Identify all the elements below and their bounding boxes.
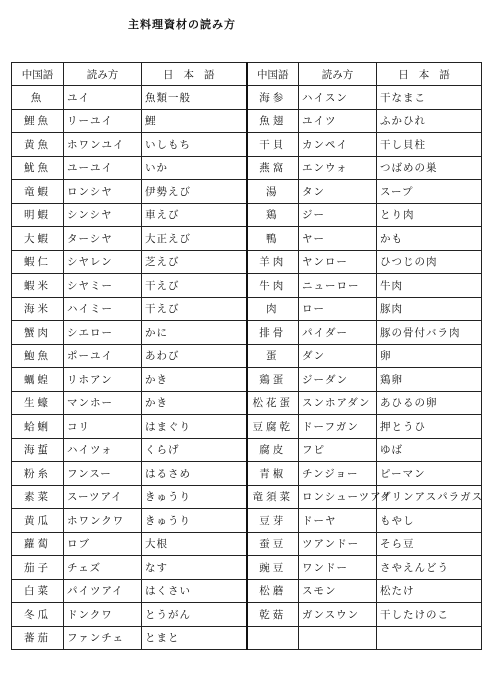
reading-cell: フンスー <box>64 462 142 486</box>
chinese-cell: 松蘑 <box>247 579 299 603</box>
reading-cell: ファンチェ <box>64 626 142 650</box>
table-row <box>12 368 482 392</box>
chinese-cell: 白菜 <box>12 579 64 603</box>
chinese-cell: 海蜇 <box>12 438 64 462</box>
chinese-cell: 青椒 <box>247 462 299 486</box>
table-row <box>12 485 482 509</box>
japanese-cell: 豚肉 <box>377 297 482 321</box>
reading-cell: ユイ <box>64 86 142 110</box>
reading-cell: ジー <box>299 203 377 227</box>
table-row <box>12 438 482 462</box>
table-row <box>12 297 482 321</box>
japanese-cell: とまと <box>142 626 247 650</box>
header-reading: 読み方 <box>64 63 142 86</box>
reading-cell: ヤー <box>299 227 377 251</box>
chinese-cell: 海参 <box>247 86 299 110</box>
japanese-cell: スープ <box>377 180 482 204</box>
table-row <box>12 133 482 157</box>
table-row <box>12 391 482 415</box>
chinese-cell: 蝦仁 <box>12 250 64 274</box>
japanese-cell: 干したけのこ <box>377 603 482 627</box>
japanese-cell: つばめの巣 <box>377 156 482 180</box>
japanese-cell: あひるの卵 <box>377 391 482 415</box>
reading-cell: シンシヤ <box>64 203 142 227</box>
reading-cell: シヤミー <box>64 274 142 298</box>
page-title: 主料理資材の読み方 <box>128 18 236 31</box>
reading-cell: ジーダン <box>299 368 377 392</box>
japanese-cell: はるさめ <box>142 462 247 486</box>
table-row <box>12 321 482 345</box>
chinese-cell: 竜蝦 <box>12 180 64 204</box>
japanese-cell: いしもち <box>142 133 247 157</box>
japanese-cell: 鶏卵 <box>377 368 482 392</box>
japanese-cell: きゅうり <box>142 485 247 509</box>
japanese-cell: はくさい <box>142 579 247 603</box>
table-row <box>12 532 482 556</box>
reading-cell: ユーユイ <box>64 156 142 180</box>
reading-cell: コリ <box>64 415 142 439</box>
reading-cell: パイツアイ <box>64 579 142 603</box>
reading-cell: リーユイ <box>64 109 142 133</box>
table-row <box>12 109 482 133</box>
chinese-cell: 冬瓜 <box>12 603 64 627</box>
japanese-cell: 松たけ <box>377 579 482 603</box>
table-row <box>12 227 482 251</box>
chinese-cell <box>247 626 299 650</box>
reading-cell: ガンスウン <box>299 603 377 627</box>
japanese-cell: 干えび <box>142 274 247 298</box>
header-row <box>12 63 482 86</box>
reading-cell: ワンドー <box>299 556 377 580</box>
japanese-cell: ピーマン <box>377 462 482 486</box>
japanese-cell <box>377 626 482 650</box>
chinese-cell: 蛋 <box>247 344 299 368</box>
header-chinese: 中国語 <box>12 63 64 86</box>
japanese-cell: なす <box>142 556 247 580</box>
chinese-cell: 腐皮 <box>247 438 299 462</box>
chinese-cell: 排骨 <box>247 321 299 345</box>
reading-cell: スンホアダン <box>299 391 377 415</box>
japanese-cell: 伊勢えび <box>142 180 247 204</box>
chinese-cell: 肉 <box>247 297 299 321</box>
chinese-cell: 大蝦 <box>12 227 64 251</box>
japanese-cell: 芝えび <box>142 250 247 274</box>
japanese-cell: 大根 <box>142 532 247 556</box>
table-row <box>12 344 482 368</box>
japanese-cell: グリンアスパラガス <box>377 485 482 509</box>
japanese-cell: くらげ <box>142 438 247 462</box>
chinese-cell: 豆腐乾 <box>247 415 299 439</box>
table-row <box>12 156 482 180</box>
chinese-cell: 鶏蛋 <box>247 368 299 392</box>
reading-cell: ロンシヤ <box>64 180 142 204</box>
glossary-body <box>12 86 482 650</box>
chinese-cell: 生蠔 <box>12 391 64 415</box>
chinese-cell: 乾菇 <box>247 603 299 627</box>
header-chinese: 中国語 <box>247 63 299 86</box>
reading-cell: パイダー <box>299 321 377 345</box>
chinese-cell: 蟹肉 <box>12 321 64 345</box>
japanese-cell: 干なまこ <box>377 86 482 110</box>
reading-cell: ハイスン <box>299 86 377 110</box>
table-row <box>12 626 482 650</box>
reading-cell: エンウォ <box>299 156 377 180</box>
japanese-cell: 鯉 <box>142 109 247 133</box>
chinese-cell: 羊肉 <box>247 250 299 274</box>
reading-cell: ホワンクワ <box>64 509 142 533</box>
reading-cell: ロンシューツアイ <box>299 485 377 509</box>
chinese-cell: 干貝 <box>247 133 299 157</box>
chinese-cell: 豌豆 <box>247 556 299 580</box>
chinese-cell: 鶏 <box>247 203 299 227</box>
table-row <box>12 556 482 580</box>
chinese-cell: 湯 <box>247 180 299 204</box>
reading-cell: カンペイ <box>299 133 377 157</box>
chinese-cell: 茄子 <box>12 556 64 580</box>
japanese-cell: 卵 <box>377 344 482 368</box>
japanese-cell: 魚類一般 <box>142 86 247 110</box>
reading-cell: チンジョー <box>299 462 377 486</box>
chinese-cell: 竜須菜 <box>247 485 299 509</box>
japanese-cell: 車えび <box>142 203 247 227</box>
chinese-cell: 鴨 <box>247 227 299 251</box>
japanese-cell: 牛肉 <box>377 274 482 298</box>
japanese-cell: ゆば <box>377 438 482 462</box>
chinese-cell: 蠣蝗 <box>12 368 64 392</box>
japanese-cell: さやえんどう <box>377 556 482 580</box>
japanese-cell: あわび <box>142 344 247 368</box>
chinese-cell: 豆芽 <box>247 509 299 533</box>
chinese-cell: 魷魚 <box>12 156 64 180</box>
header-japanese: 日本語 <box>142 63 247 86</box>
table-row <box>12 180 482 204</box>
chinese-cell: 海米 <box>12 297 64 321</box>
chinese-cell: 蕃茄 <box>12 626 64 650</box>
reading-cell: ドーフガン <box>299 415 377 439</box>
reading-cell: ホワンユイ <box>64 133 142 157</box>
reading-cell: ターシヤ <box>64 227 142 251</box>
reading-cell: ドーヤ <box>299 509 377 533</box>
table-row <box>12 579 482 603</box>
chinese-cell: 魚翅 <box>247 109 299 133</box>
reading-cell: ツアンドー <box>299 532 377 556</box>
table-row <box>12 250 482 274</box>
chinese-cell: 松花蛋 <box>247 391 299 415</box>
chinese-cell: 素菜 <box>12 485 64 509</box>
reading-cell: スモン <box>299 579 377 603</box>
reading-cell: ポーユイ <box>64 344 142 368</box>
reading-cell: フピ <box>299 438 377 462</box>
japanese-cell: ひつじの肉 <box>377 250 482 274</box>
japanese-cell: かに <box>142 321 247 345</box>
japanese-cell: きゅうり <box>142 509 247 533</box>
chinese-cell: 粉糸 <box>12 462 64 486</box>
table-row <box>12 274 482 298</box>
header-japanese: 日本語 <box>377 63 482 86</box>
reading-cell <box>299 626 377 650</box>
reading-cell: スーツアイ <box>64 485 142 509</box>
reading-cell: ヤンロー <box>299 250 377 274</box>
chinese-cell: 牛肉 <box>247 274 299 298</box>
chinese-cell: 明蝦 <box>12 203 64 227</box>
chinese-cell: 鮑魚 <box>12 344 64 368</box>
japanese-cell: いか <box>142 156 247 180</box>
japanese-cell: 干し貝柱 <box>377 133 482 157</box>
japanese-cell: かき <box>142 391 247 415</box>
chinese-cell: 魚 <box>12 86 64 110</box>
reading-cell: マンホー <box>64 391 142 415</box>
header-reading: 読み方 <box>299 63 377 86</box>
japanese-cell: そら豆 <box>377 532 482 556</box>
chinese-cell: 蛤蜊 <box>12 415 64 439</box>
japanese-cell: 大正えび <box>142 227 247 251</box>
table-row <box>12 603 482 627</box>
japanese-cell: ふかひれ <box>377 109 482 133</box>
reading-cell: タン <box>299 180 377 204</box>
chinese-cell: 蝦米 <box>12 274 64 298</box>
japanese-cell: はまぐり <box>142 415 247 439</box>
chinese-cell: 鯉魚 <box>12 109 64 133</box>
reading-cell: チェズ <box>64 556 142 580</box>
chinese-cell: 黄瓜 <box>12 509 64 533</box>
table-row <box>12 415 482 439</box>
japanese-cell: かも <box>377 227 482 251</box>
table-row <box>12 86 482 110</box>
japanese-cell: もやし <box>377 509 482 533</box>
table-row <box>12 462 482 486</box>
reading-cell: ユイツ <box>299 109 377 133</box>
japanese-cell: とり肉 <box>377 203 482 227</box>
reading-cell: ドンクワ <box>64 603 142 627</box>
japanese-cell: かき <box>142 368 247 392</box>
reading-cell: ダン <box>299 344 377 368</box>
table-row <box>12 203 482 227</box>
table-row <box>12 509 482 533</box>
chinese-cell: 蚕豆 <box>247 532 299 556</box>
japanese-cell: 押とうひ <box>377 415 482 439</box>
reading-cell: ロー <box>299 297 377 321</box>
reading-cell: ロブ <box>64 532 142 556</box>
japanese-cell: とうがん <box>142 603 247 627</box>
reading-cell: シヤレン <box>64 250 142 274</box>
reading-cell: リホアン <box>64 368 142 392</box>
reading-cell: ハイミー <box>64 297 142 321</box>
glossary-table <box>11 62 482 650</box>
reading-cell: ニューロー <box>299 274 377 298</box>
chinese-cell: 蘿蔔 <box>12 532 64 556</box>
reading-cell: ハイツォ <box>64 438 142 462</box>
japanese-cell: 干えび <box>142 297 247 321</box>
chinese-cell: 燕窩 <box>247 156 299 180</box>
chinese-cell: 黄魚 <box>12 133 64 157</box>
japanese-cell: 豚の骨付バラ肉 <box>377 321 482 345</box>
reading-cell: シエロー <box>64 321 142 345</box>
